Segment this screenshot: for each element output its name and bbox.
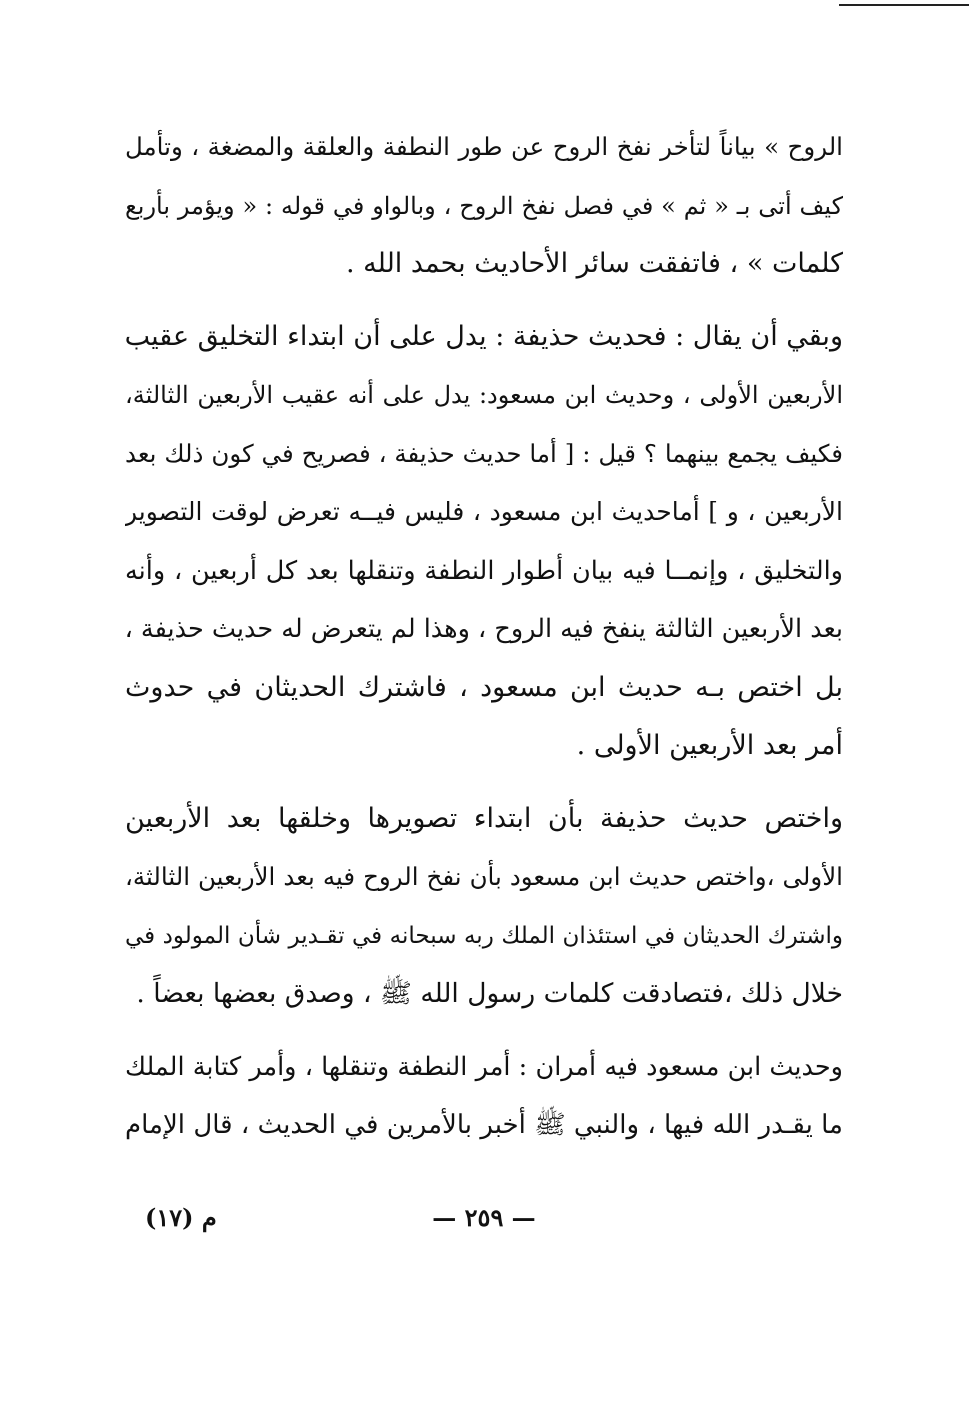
text-line: والتخليق ، وإنمــا فيه بيان أطوار النطفة وتنقلها بعد كل أربعين ، وأنه	[125, 555, 843, 586]
signature-mark: م (١٧)	[145, 1203, 217, 1232]
text-line: الروح » بياناً لتأخر نفخ الروح عن طور النطفة والعلقة والمضغة ، وتأمل	[125, 132, 843, 161]
text-line: الأربعين ، و ] أماحديث ابن مسعود ، فليس فيــه تعرض لوقت التصوير	[125, 497, 843, 526]
text-line: الأربعين الأولى ، وحديث ابن مسعود: يدل على أنه عقيب الأربعين الثالثة،	[125, 381, 843, 409]
text-line: وحديث ابن مسعود فيه أمران : أمر النطفة وتنقلها ، وأمر كتابة الملك	[125, 1051, 843, 1082]
text-line: واختص حديث حذيفة بأن ابتداء تصويرها وخلقها بعد الأربعين	[125, 802, 843, 834]
text-line: الأولى ،واختص حديث ابن مسعود بأن نفخ الروح فيه بعد الأربعين الثالثة،	[125, 862, 843, 891]
paragraph	[125, 118, 843, 294]
top-rule	[839, 4, 969, 6]
text-line: بعد الأربعين الثالثة ينفخ فيه الروح ، وهذا لم يتعرض له حديث حذيفة ،	[125, 614, 843, 644]
text-line: كيف أتى بـ « ثم » في فصل نفخ الروح ، وبالواو في قوله : « ويؤمر بأربع	[125, 191, 843, 220]
text-line: ما يقـدر الله فيها ، والنبي ﷺ أخبر بالأمرين في الحديث ، قال الإمام	[125, 1110, 843, 1140]
text-line: خلال ذلك ،فتصادقت كلمات رسول الله ﷺ ، وصدق بعضها بعضاً .	[136, 978, 843, 1009]
paragraph	[125, 1038, 843, 1155]
paragraph	[125, 790, 843, 1024]
text-line: كلمات » ، فاتفقت سائر الأحاديث بحمد الله .	[346, 248, 843, 279]
text-line: واشترك الحديثان في استئذان الملك ربه سبحانه في تقـدير شأن المولود في	[125, 922, 843, 949]
paragraph	[125, 308, 843, 776]
text-line: فكيف يجمع بينهما ؟ قيل : [ أما حديث حذيفة ، فصريح في كون ذلك بعد	[125, 438, 843, 468]
text-line: وبقي أن يقال : فحديث حذيفة : يدل على أن ابتداء التخليق عقيب	[125, 320, 843, 352]
page-footer	[125, 1203, 843, 1243]
page-body	[125, 118, 843, 1169]
page-number: — ٢٥٩ —	[432, 1203, 536, 1232]
text-line: بل اختص بـه حديث ابن مسعود ، فاشترك الحديثان في حدوث	[125, 671, 843, 703]
text-line: أمر بعد الأربعين الأولى .	[576, 730, 843, 761]
